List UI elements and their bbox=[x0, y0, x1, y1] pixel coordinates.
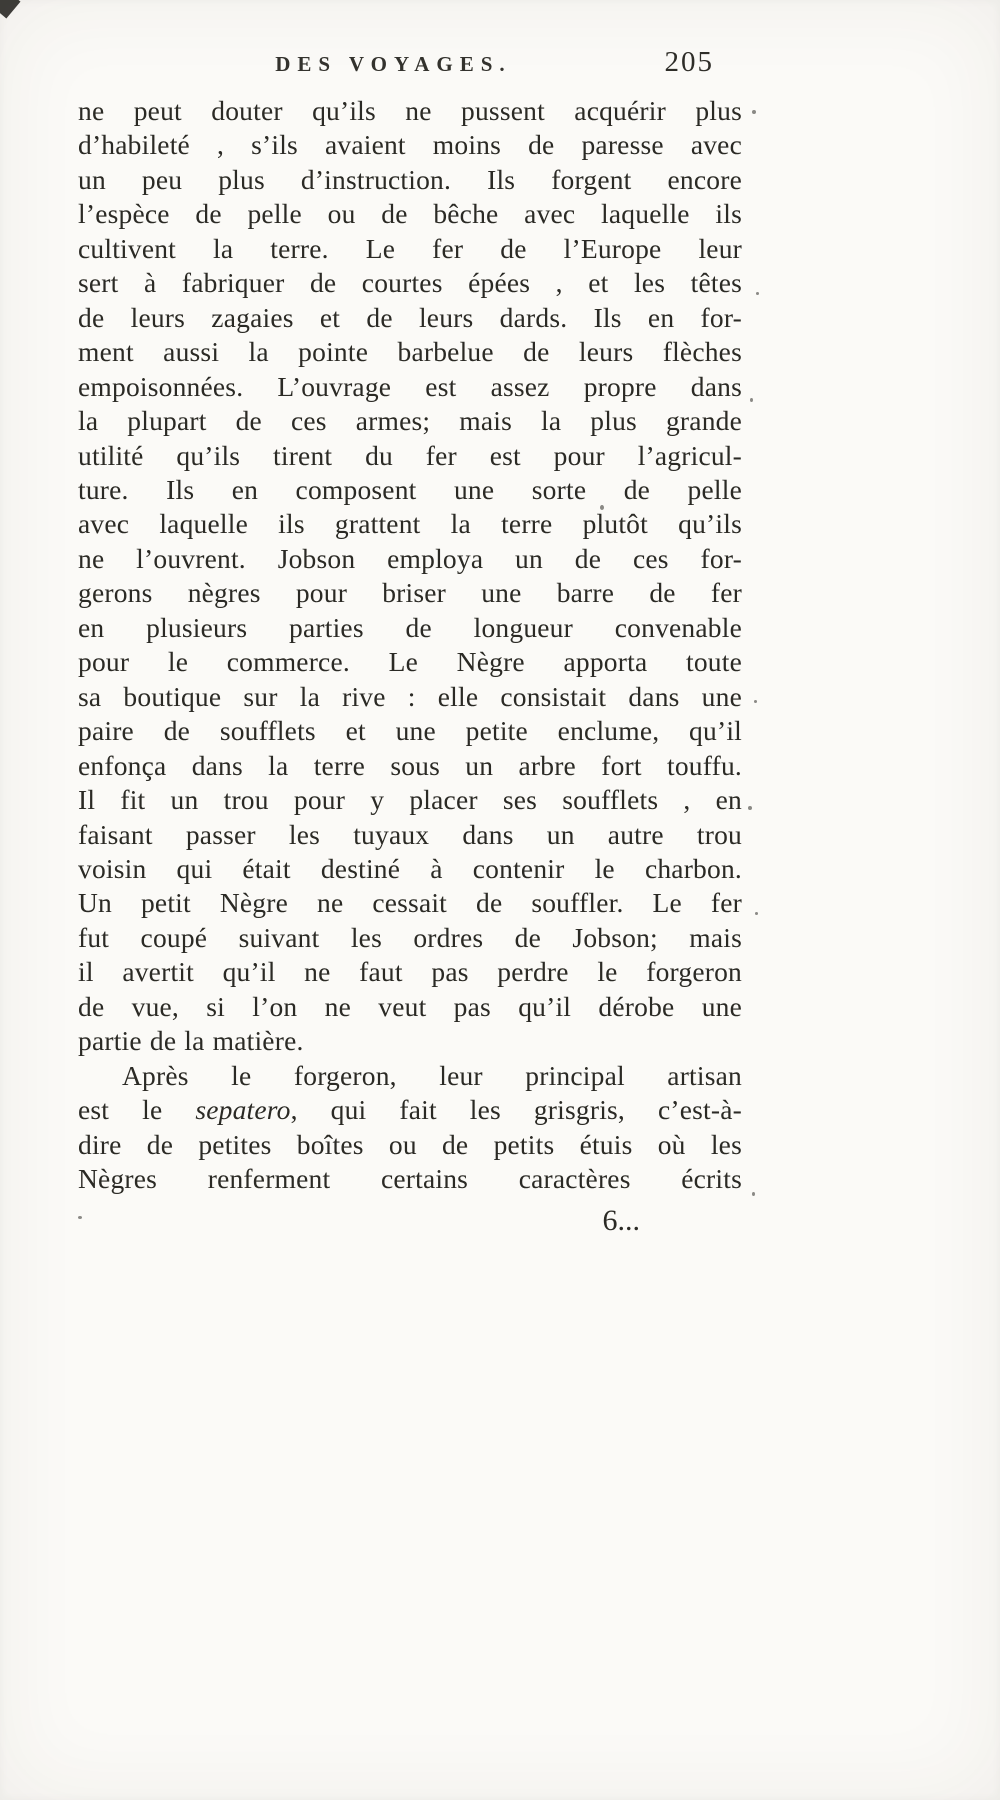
text-block bbox=[78, 94, 742, 1197]
scan-speck bbox=[754, 700, 757, 703]
text-line: empoisonnées. L’ouvrage est assez propre dans bbox=[78, 370, 742, 402]
text-line: Il fit un trou pour y placer ses soufflets , en bbox=[78, 784, 742, 816]
scan-speck bbox=[750, 398, 753, 402]
catchword: 6... bbox=[602, 1204, 640, 1237]
text-line: enfonça dans la terre sous un arbre fort touffu. bbox=[78, 749, 742, 781]
scan-corner-artifact bbox=[0, 0, 20, 18]
text-line: il avertit qu’il ne faut pas perdre le forgeron bbox=[78, 956, 742, 988]
text-line: sert à fabriquer de courtes épées , et les têtes bbox=[78, 267, 742, 299]
text-line: dire de petites boîtes ou de petits étuis où les bbox=[78, 1128, 742, 1160]
text-line: cultivent la terre. Le fer de l’Europe leur bbox=[78, 232, 742, 264]
text-line: paire de soufflets et une petite enclume, qu’il bbox=[78, 715, 742, 747]
text-line: voisin qui était destiné à contenir le charbon. bbox=[78, 852, 742, 884]
text-line: pour le commerce. Le Nègre apporta toute bbox=[78, 646, 742, 678]
text-line: un peu plus d’instruction. Ils forgent encore bbox=[78, 163, 742, 195]
scan-speck bbox=[755, 912, 758, 915]
running-header-title: DES VOYAGES. bbox=[275, 52, 512, 76]
text-line: ne l’ouvrent. Jobson employa un de ces for- bbox=[78, 542, 742, 574]
text-line: Après le forgeron, leur principal artisan bbox=[122, 1059, 742, 1091]
scan-speck bbox=[752, 110, 756, 114]
scan-speck bbox=[756, 292, 759, 295]
text-line: ment aussi la pointe barbelue de leurs flèches bbox=[78, 336, 742, 368]
text-line: avec laquelle ils grattent la terre plutôt qu’ils bbox=[78, 508, 742, 540]
scan-speck bbox=[752, 1192, 755, 1196]
running-header bbox=[78, 46, 742, 86]
scan-speck bbox=[748, 806, 752, 810]
text-line: de vue, si l’on ne veut pas qu’il dérobe une bbox=[78, 990, 742, 1022]
text-line: d’habileté , s’ils avaient moins de paresse avec bbox=[78, 129, 742, 161]
text-line: la plupart de ces armes; mais la plus grande bbox=[78, 405, 742, 437]
text-line: faisant passer les tuyaux dans un autre trou bbox=[78, 818, 742, 850]
text-line: en plusieurs parties de longueur convenable bbox=[78, 611, 742, 643]
text-line: gerons nègres pour briser une barre de fer bbox=[78, 577, 742, 609]
text-line: ne peut douter qu’ils ne pussent acquérir plus bbox=[78, 95, 742, 126]
page-number: 205 bbox=[664, 46, 714, 78]
text-line: est le sepatero, qui fait les grisgris, c’est-à- bbox=[78, 1094, 742, 1126]
text-line: sa boutique sur la rive : elle consistait dans une bbox=[78, 680, 742, 712]
text-line: de leurs zagaies et de leurs dards. Ils en for- bbox=[78, 301, 742, 333]
text-line: l’espèce de pelle ou de bêche avec laquelle ils bbox=[78, 198, 742, 230]
text-line: fut coupé suivant les ordres de Jobson; mais bbox=[78, 921, 742, 953]
text-line: ture. Ils en composent une sorte de pelle bbox=[78, 473, 742, 505]
text-line: utilité qu’ils tirent du fer est pour l’agricul- bbox=[78, 439, 742, 471]
text-line: partie de la matière. bbox=[78, 1025, 304, 1057]
text-line: Un petit Nègre ne cessait de souffler. Le fer bbox=[78, 887, 742, 919]
text-line: Nègres renferment certains caractères écrits bbox=[78, 1163, 742, 1195]
